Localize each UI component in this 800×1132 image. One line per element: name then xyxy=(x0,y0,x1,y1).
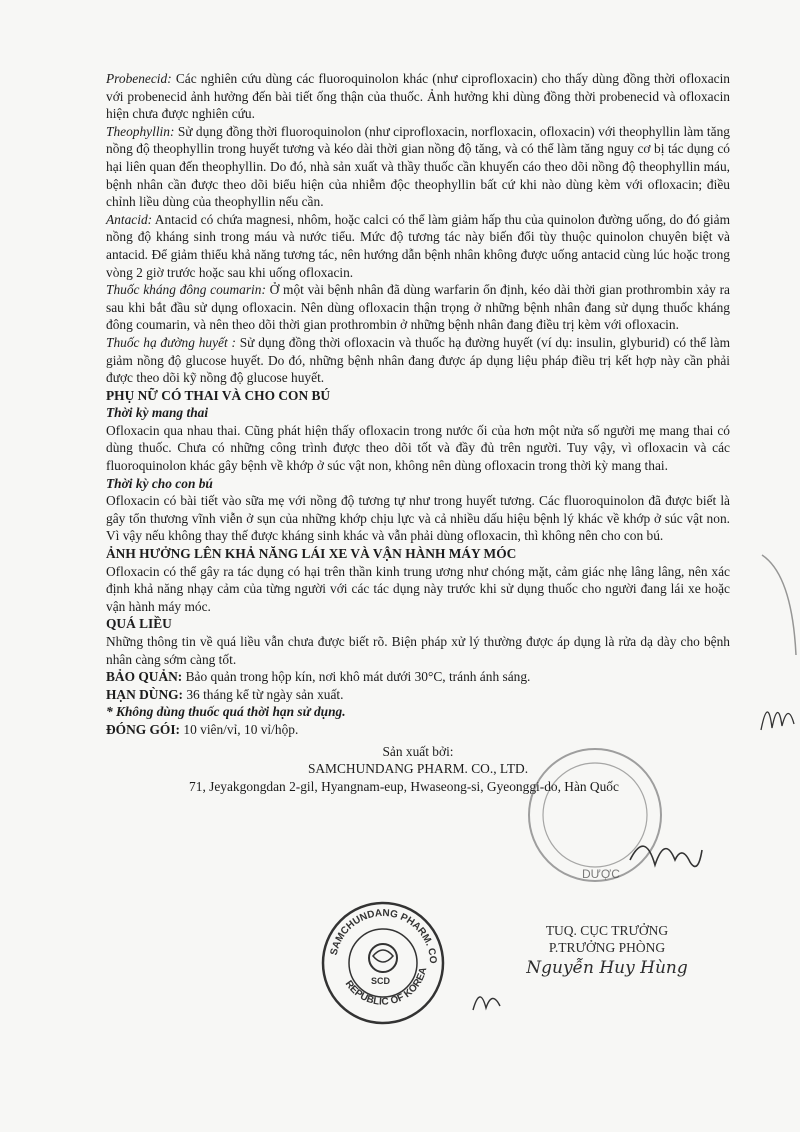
storage-text: Bảo quản trong hộp kín, nơi khô mát dưới 30°C, tránh ánh sáng. xyxy=(182,669,531,685)
pregnancy-subheading: Thời kỳ mang thai xyxy=(106,405,209,421)
glucose-paragraph xyxy=(106,334,730,387)
lactation-text: Ofloxacin có bài tiết vào sữa mẹ với nồng độ tương tự như trong huyết tương. Các fluoroquinolon đã được biết là gây tổn thương vĩnh viễn ở sụn của những khớp chịu lực và cả nhiều dấu hiệu bệnh lý khác về khớp ở súc vật non. Vì vậy nếu không thay thế được kháng sinh khác và vẫn phải dùng ofloxacin, thì không nên cho con bú. xyxy=(106,493,730,544)
probenecid-label: Probenecid: xyxy=(106,71,172,86)
glucose-text: Sử dụng đồng thời ofloxacin và thuốc hạ đường huyết (ví dụ: insulin, glyburid) có thể làm giảm nồng độ glucose huyết. Do đó, những bệnh nhân đang được áp dụng liệu pháp điều trị kết hợp này cần phải được theo dõi kỹ nồng độ glucose huyết. xyxy=(106,334,730,386)
approval-block xyxy=(512,922,702,977)
pregnancy-text: Ofloxacin qua nhau thai. Cũng phát hiện thấy ofloxacin trong nước ối của hơn một nửa số người mẹ mang thai có dùng thuốc. Chưa có những công trình được theo dõi tốt và đầy đủ trên người. Tuy vậy, vì ofloxacin và các fluoroquinolon khác gây bệnh về khớp ở súc vật non, không nên dùng ofloxacin trong thời kỳ mang thai. xyxy=(106,422,730,474)
overdose-heading: QUÁ LIỀU xyxy=(106,616,172,632)
driving-text: Ofloxacin có thể gây ra tác dụng có hại trên thần kinh trung ương như chóng mặt, cảm giác nhẹ lâng lâng, nên xác định khả năng nhạy cảm của từng người với các tác dụng này trước khi sử dụng thuốc cho người đang lái xe hoặc vận hành máy móc. xyxy=(106,563,730,614)
storage-line xyxy=(106,668,730,686)
theophyllin-text: Sử dụng đồng thời fluoroquinolon (như ciprofloxacin, norfloxacin, ofloxacin) với theophyllin làm tăng nồng độ theophyllin trong huyết tương và kéo dài thời gian nồng độ tăng, và có thể làm tăng nguy cơ bị tác dụng có hại liên quan đến theophyllin. Do đó, nhà sản xuất và thầy thuốc cần khuyến cáo theo dõi nồng độ theophyllin máu, bệnh nhân cần được theo dõi biểu hiện của nhiễm độc theophyllin bất cứ khi nào dùng kèm với ofloxacin; điều chỉnh liều dùng của theophyllin nếu cần. xyxy=(106,123,730,210)
packaging-text: 10 viên/vỉ, 10 vỉ/hộp. xyxy=(180,721,299,737)
coumarin-paragraph xyxy=(106,281,730,334)
packaging-label: ĐÓNG GÓI: xyxy=(106,721,181,737)
glucose-label: Thuốc hạ đường huyết : xyxy=(106,334,236,350)
coumarin-text: Ở một vài bệnh nhân đã dùng warfarin ổn định, kéo dài thời gian prothrombin xảy ra sau khi bắt đầu sử dụng ofloxacin. Nên dùng ofloxacin thận trọng ở những bệnh nhân đang sử dụng thuốc kháng đông coumarin, và nên theo dõi thời gian prothrombin ở những bệnh nhân đang điều trị kèm với ofloxacin. xyxy=(106,282,730,333)
driving-heading: ẢNH HƯỞNG LÊN KHẢ NĂNG LÁI XE VÀ VẬN HÀNH MÁY MÓC xyxy=(106,546,517,562)
coumarin-label: Thuốc kháng đông coumarin: xyxy=(106,282,266,298)
shelf-life-label: HẠN DÙNG: xyxy=(106,686,183,702)
antacid-label: Antacid: xyxy=(106,211,153,227)
manufacturer-name: SAMCHUNDANG PHARM. CO., LTD. xyxy=(307,761,529,777)
approval-signature: Nguyễn Huy Hùng xyxy=(526,958,688,978)
manufacturer-address: 71, Jeyakgongdan 2-gil, Hyangnam-eup, Hwaseong-si, Gyeonggi-do, Hàn Quốc xyxy=(189,778,619,794)
theophyllin-label: Theophyllin: xyxy=(106,123,175,139)
pregnancy-heading: PHỤ NỮ CÓ THAI VÀ CHO CON BÚ xyxy=(106,387,331,403)
probenecid-paragraph xyxy=(106,70,730,123)
storage-label: BẢO QUẢN: xyxy=(106,669,183,685)
company-seal xyxy=(318,898,448,1033)
shelf-life-line xyxy=(106,686,730,704)
svg-text:SAMCHUNDANG PHARM. CO. LTD. xyxy=(318,898,438,964)
packaging-line xyxy=(106,721,730,739)
shelf-life-text: 36 tháng kể từ ngày sản xuất. xyxy=(183,686,344,702)
theophyllin-paragraph xyxy=(106,123,730,211)
signature-scribble xyxy=(620,820,710,890)
approval-line-2: P.TRƯỞNG PHÒNG xyxy=(548,940,666,955)
antacid-text: Antacid có chứa magnesi, nhôm, hoặc calci có thể làm giảm hấp thu của quinolon đường uống, do đó giảm nồng độ kháng sinh trong máu và nước tiểu. Mức độ tương tác này biến đổi tùy thuộc quinolon chuyên biệt và antacid. Để giảm thiểu khả năng tương tác, nên hướng dẫn bệnh nhân không được uống antacid cùng lúc hoặc trong vòng 2 giờ trước hoặc sau khi uống ofloxacin. xyxy=(106,211,730,280)
probenecid-text: Các nghiên cứu dùng các fluoroquinolon khác (như ciprofloxacin) cho thấy dùng đồng thời ofloxacin với probenecid ảnh hưởng đến bài tiết ống thận của thuốc. Ảnh hưởng khi dùng đồng thời probenecid và ofloxacin hiện chưa được nghiên cứu. xyxy=(106,71,730,122)
seal-center-text: SCD xyxy=(371,976,391,986)
antacid-paragraph xyxy=(106,211,730,281)
lactation-subheading: Thời kỳ cho con bú xyxy=(106,475,213,491)
margin-initials xyxy=(756,690,800,740)
initial-scribble xyxy=(468,980,508,1020)
seal-top-text: SAMCHUNDANG PHARM. CO xyxy=(328,907,439,964)
approval-line-1: TUQ. CỤC TRƯỞNG xyxy=(545,923,669,938)
seal-bottom-text: REPUBLIC OF KOREA xyxy=(342,966,430,1008)
overdose-text: Những thông tin về quá liều vẫn chưa được biết rõ. Biện pháp xử lý thường được áp dụng là rửa dạ dày cho bệnh nhân càng sớm càng tốt. xyxy=(106,634,730,667)
manufactured-by-label: Sản xuất bởi: xyxy=(382,743,454,759)
leaflet-page xyxy=(106,70,730,795)
agency-stamp-text: DƯỢC xyxy=(582,867,620,881)
expiry-warning: * Không dùng thuốc quá thời hạn sử dụng. xyxy=(106,704,346,720)
margin-stamp-fragment xyxy=(752,545,800,665)
